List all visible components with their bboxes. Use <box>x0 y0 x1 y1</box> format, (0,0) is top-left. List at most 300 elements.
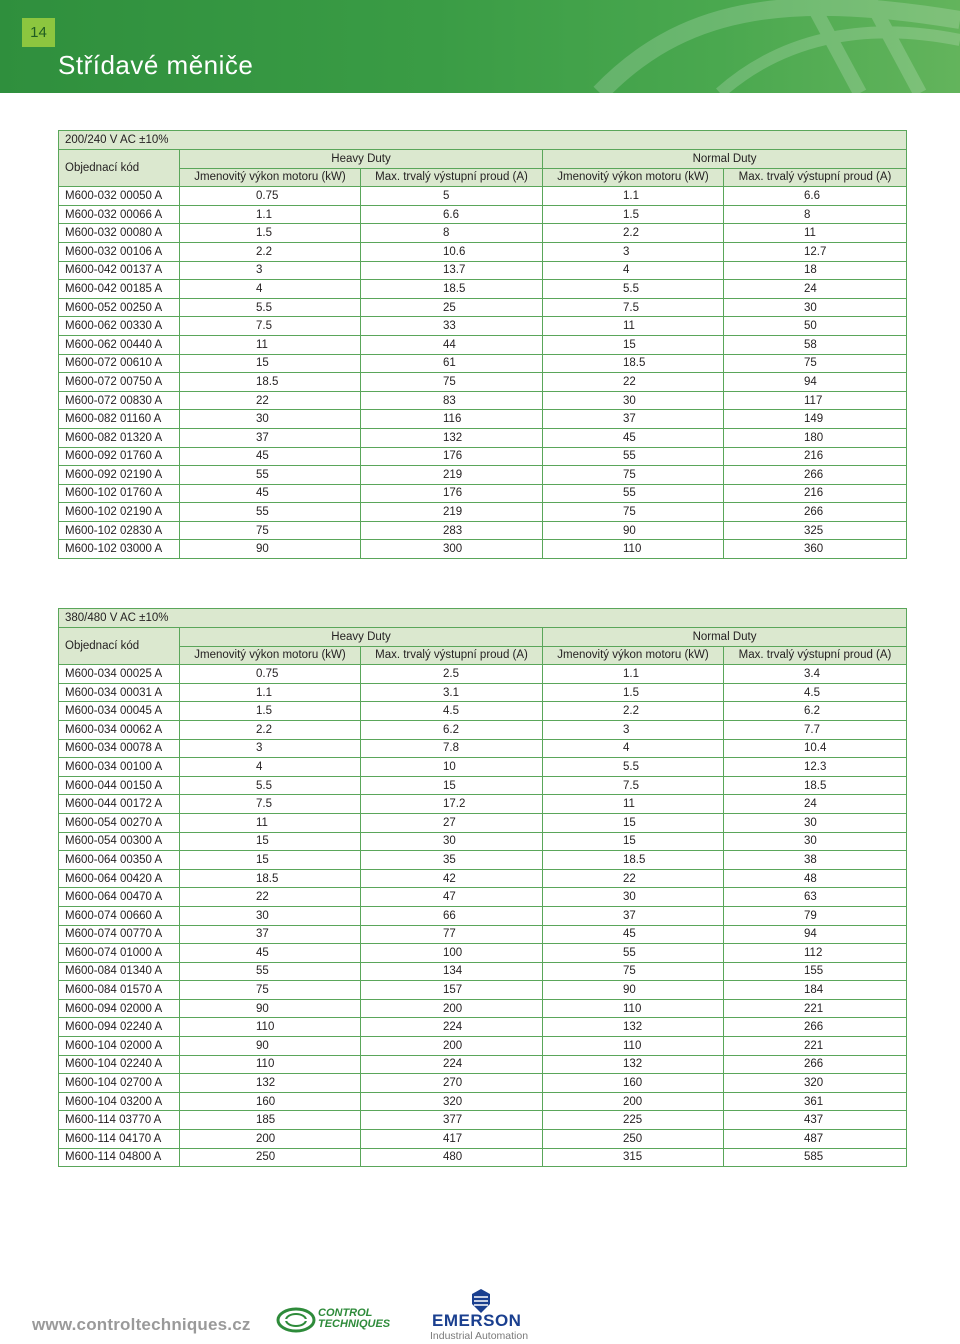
value-cell: 110 <box>180 1018 361 1037</box>
value-cell: 45 <box>180 944 361 963</box>
column-header-order-code: Objednací kód <box>59 628 180 665</box>
value-cell: 30 <box>361 832 543 851</box>
value-cell: 5.5 <box>543 280 724 299</box>
value-cell: 15 <box>543 832 724 851</box>
value-cell: 487 <box>724 1130 907 1149</box>
value-cell: 66 <box>361 906 543 925</box>
value-cell: 1.1 <box>180 683 361 702</box>
column-header-nd-current: Max. trvalý výstupní proud (A) <box>724 646 907 665</box>
table-row <box>59 354 907 373</box>
value-cell: 155 <box>724 962 907 981</box>
value-cell: 2.2 <box>543 224 724 243</box>
value-cell: 47 <box>361 888 543 907</box>
value-cell: 180 <box>724 428 907 447</box>
order-code-cell: M600-064 00350 A <box>59 851 180 870</box>
table-row <box>59 335 907 354</box>
order-code-cell: M600-032 00050 A <box>59 187 180 206</box>
value-cell: 5.5 <box>543 758 724 777</box>
table-row <box>59 428 907 447</box>
value-cell: 225 <box>543 1111 724 1130</box>
value-cell: 12.7 <box>724 242 907 261</box>
value-cell: 18 <box>724 261 907 280</box>
order-code-cell: M600-072 00610 A <box>59 354 180 373</box>
table-row <box>59 851 907 870</box>
value-cell: 15 <box>543 335 724 354</box>
table-row <box>59 466 907 485</box>
table-row <box>59 503 907 522</box>
value-cell: 6.6 <box>724 187 907 206</box>
order-code-cell: M600-034 00062 A <box>59 720 180 739</box>
order-code-cell: M600-032 00066 A <box>59 205 180 224</box>
table-row <box>59 298 907 317</box>
value-cell: 4.5 <box>361 702 543 721</box>
value-cell: 79 <box>724 906 907 925</box>
order-code-cell: M600-052 00250 A <box>59 298 180 317</box>
value-cell: 30 <box>543 391 724 410</box>
order-code-cell: M600-032 00080 A <box>59 224 180 243</box>
value-cell: 90 <box>180 1037 361 1056</box>
value-cell: 266 <box>724 1055 907 1074</box>
value-cell: 283 <box>361 521 543 540</box>
table-row <box>59 447 907 466</box>
value-cell: 7.5 <box>180 795 361 814</box>
value-cell: 55 <box>543 447 724 466</box>
value-cell: 3.1 <box>361 683 543 702</box>
value-cell: 12.3 <box>724 758 907 777</box>
table-row <box>59 683 907 702</box>
value-cell: 6.2 <box>724 702 907 721</box>
table-row <box>59 224 907 243</box>
value-cell: 3 <box>543 720 724 739</box>
value-cell: 61 <box>361 354 543 373</box>
value-cell: 5.5 <box>180 298 361 317</box>
value-cell: 1.1 <box>543 187 724 206</box>
value-cell: 270 <box>361 1074 543 1093</box>
table-row <box>59 795 907 814</box>
value-cell: 200 <box>361 1037 543 1056</box>
value-cell: 15 <box>361 776 543 795</box>
value-cell: 300 <box>361 540 543 559</box>
order-code-cell: M600-104 02700 A <box>59 1074 180 1093</box>
table-row <box>59 540 907 559</box>
value-cell: 117 <box>724 391 907 410</box>
value-cell: 30 <box>180 906 361 925</box>
page-header-banner <box>0 0 960 93</box>
value-cell: 320 <box>361 1092 543 1111</box>
value-cell: 176 <box>361 484 543 503</box>
value-cell: 110 <box>180 1055 361 1074</box>
value-cell: 11 <box>543 795 724 814</box>
order-code-cell: M600-102 03000 A <box>59 540 180 559</box>
value-cell: 1.5 <box>180 702 361 721</box>
value-cell: 266 <box>724 503 907 522</box>
order-code-cell: M600-074 00660 A <box>59 906 180 925</box>
value-cell: 250 <box>180 1148 361 1167</box>
table-body <box>59 187 907 559</box>
value-cell: 132 <box>543 1055 724 1074</box>
order-code-cell: M600-034 00031 A <box>59 683 180 702</box>
ct-line-2: TECHNIQUES <box>318 1318 391 1330</box>
value-cell: 33 <box>361 317 543 336</box>
value-cell: 5.5 <box>180 776 361 795</box>
value-cell: 22 <box>543 869 724 888</box>
page-title: Střídavé měniče <box>58 50 254 80</box>
value-cell: 35 <box>361 851 543 870</box>
value-cell: 37 <box>543 906 724 925</box>
table-row <box>59 962 907 981</box>
table-row <box>59 1148 907 1167</box>
column-group-normal-duty: Normal Duty <box>543 150 907 169</box>
value-cell: 45 <box>543 428 724 447</box>
value-cell: 219 <box>361 466 543 485</box>
order-code-cell: M600-084 01570 A <box>59 981 180 1000</box>
value-cell: 200 <box>180 1130 361 1149</box>
value-cell: 75 <box>180 521 361 540</box>
value-cell: 266 <box>724 466 907 485</box>
value-cell: 17.2 <box>361 795 543 814</box>
order-code-cell: M600-084 01340 A <box>59 962 180 981</box>
value-cell: 15 <box>180 832 361 851</box>
table-row <box>59 739 907 758</box>
value-cell: 112 <box>724 944 907 963</box>
table-row <box>59 665 907 684</box>
value-cell: 4.5 <box>724 683 907 702</box>
value-cell: 15 <box>180 354 361 373</box>
value-cell: 132 <box>180 1074 361 1093</box>
value-cell: 377 <box>361 1111 543 1130</box>
value-cell: 3 <box>543 242 724 261</box>
value-cell: 325 <box>724 521 907 540</box>
value-cell: 45 <box>180 484 361 503</box>
value-cell: 18.5 <box>543 354 724 373</box>
value-cell: 75 <box>361 373 543 392</box>
value-cell: 18.5 <box>180 869 361 888</box>
value-cell: 266 <box>724 1018 907 1037</box>
value-cell: 160 <box>180 1092 361 1111</box>
value-cell: 134 <box>361 962 543 981</box>
value-cell: 13.7 <box>361 261 543 280</box>
value-cell: 132 <box>361 428 543 447</box>
value-cell: 44 <box>361 335 543 354</box>
value-cell: 55 <box>543 944 724 963</box>
order-code-cell: M600-032 00106 A <box>59 242 180 261</box>
value-cell: 63 <box>724 888 907 907</box>
value-cell: 48 <box>724 869 907 888</box>
emerson-subtitle: Industrial Automation <box>430 1330 529 1342</box>
value-cell: 11 <box>180 813 361 832</box>
order-code-cell: M600-074 01000 A <box>59 944 180 963</box>
order-code-cell: M600-054 00300 A <box>59 832 180 851</box>
value-cell: 10.4 <box>724 739 907 758</box>
value-cell: 37 <box>180 925 361 944</box>
value-cell: 24 <box>724 795 907 814</box>
value-cell: 480 <box>361 1148 543 1167</box>
value-cell: 75 <box>724 354 907 373</box>
order-code-cell: M600-064 00420 A <box>59 869 180 888</box>
value-cell: 110 <box>543 540 724 559</box>
value-cell: 2.2 <box>543 702 724 721</box>
order-code-cell: M600-094 02240 A <box>59 1018 180 1037</box>
value-cell: 10.6 <box>361 242 543 261</box>
table-row <box>59 261 907 280</box>
value-cell: 7.8 <box>361 739 543 758</box>
value-cell: 1.5 <box>543 683 724 702</box>
value-cell: 216 <box>724 447 907 466</box>
table-row <box>59 1111 907 1130</box>
spec-table-400v <box>58 608 907 1167</box>
order-code-cell: M600-082 01320 A <box>59 428 180 447</box>
value-cell: 585 <box>724 1148 907 1167</box>
value-cell: 58 <box>724 335 907 354</box>
table-row <box>59 981 907 1000</box>
value-cell: 42 <box>361 869 543 888</box>
order-code-cell: M600-072 00830 A <box>59 391 180 410</box>
order-code-cell: M600-092 01760 A <box>59 447 180 466</box>
value-cell: 4 <box>180 280 361 299</box>
column-header-hd-power: Jmenovitý výkon motoru (kW) <box>180 168 361 187</box>
value-cell: 10 <box>361 758 543 777</box>
value-cell: 417 <box>361 1130 543 1149</box>
table-row <box>59 280 907 299</box>
value-cell: 75 <box>543 503 724 522</box>
table-row <box>59 1037 907 1056</box>
order-code-cell: M600-072 00750 A <box>59 373 180 392</box>
value-cell: 24 <box>724 280 907 299</box>
table-row <box>59 373 907 392</box>
table-row <box>59 944 907 963</box>
value-cell: 7.5 <box>543 776 724 795</box>
value-cell: 7.5 <box>180 317 361 336</box>
column-header-nd-power: Jmenovitý výkon motoru (kW) <box>543 168 724 187</box>
table-row <box>59 720 907 739</box>
value-cell: 224 <box>361 1018 543 1037</box>
value-cell: 83 <box>361 391 543 410</box>
order-code-cell: M600-092 02190 A <box>59 466 180 485</box>
value-cell: 219 <box>361 503 543 522</box>
value-cell: 15 <box>180 851 361 870</box>
table-row <box>59 521 907 540</box>
value-cell: 224 <box>361 1055 543 1074</box>
value-cell: 90 <box>543 521 724 540</box>
value-cell: 1.5 <box>543 205 724 224</box>
column-header-hd-power: Jmenovitý výkon motoru (kW) <box>180 646 361 665</box>
value-cell: 38 <box>724 851 907 870</box>
value-cell: 45 <box>180 447 361 466</box>
order-code-cell: M600-114 03770 A <box>59 1111 180 1130</box>
order-code-cell: M600-074 00770 A <box>59 925 180 944</box>
value-cell: 75 <box>180 981 361 1000</box>
value-cell: 50 <box>724 317 907 336</box>
value-cell: 315 <box>543 1148 724 1167</box>
table-row <box>59 906 907 925</box>
value-cell: 3 <box>180 261 361 280</box>
order-code-cell: M600-114 04800 A <box>59 1148 180 1167</box>
order-code-cell: M600-034 00100 A <box>59 758 180 777</box>
value-cell: 30 <box>724 813 907 832</box>
order-code-cell: M600-034 00025 A <box>59 665 180 684</box>
table-row <box>59 391 907 410</box>
value-cell: 18.5 <box>543 851 724 870</box>
value-cell: 2.2 <box>180 242 361 261</box>
order-code-cell: M600-082 01160 A <box>59 410 180 429</box>
column-group-heavy-duty: Heavy Duty <box>180 150 543 169</box>
value-cell: 90 <box>180 540 361 559</box>
value-cell: 3.4 <box>724 665 907 684</box>
value-cell: 250 <box>543 1130 724 1149</box>
value-cell: 320 <box>724 1074 907 1093</box>
table-row <box>59 242 907 261</box>
value-cell: 45 <box>543 925 724 944</box>
value-cell: 18.5 <box>180 373 361 392</box>
order-code-cell: M600-104 02000 A <box>59 1037 180 1056</box>
table-title: 200/240 V AC ±10% <box>59 131 907 150</box>
value-cell: 110 <box>543 999 724 1018</box>
value-cell: 37 <box>543 410 724 429</box>
value-cell: 216 <box>724 484 907 503</box>
page-number: 14 <box>22 18 55 47</box>
value-cell: 5 <box>361 187 543 206</box>
table-row <box>59 1074 907 1093</box>
table-row <box>59 999 907 1018</box>
table-row <box>59 1055 907 1074</box>
value-cell: 25 <box>361 298 543 317</box>
value-cell: 90 <box>543 981 724 1000</box>
value-cell: 75 <box>543 962 724 981</box>
value-cell: 30 <box>724 298 907 317</box>
table-row <box>59 1092 907 1111</box>
column-group-heavy-duty: Heavy Duty <box>180 628 543 647</box>
ct-line-1: CONTROL <box>318 1307 373 1319</box>
table-row <box>59 1018 907 1037</box>
table-row <box>59 832 907 851</box>
order-code-cell: M600-062 00330 A <box>59 317 180 336</box>
value-cell: 1.1 <box>180 205 361 224</box>
table-row <box>59 484 907 503</box>
column-header-nd-power: Jmenovitý výkon motoru (kW) <box>543 646 724 665</box>
value-cell: 55 <box>543 484 724 503</box>
value-cell: 184 <box>724 981 907 1000</box>
table-row <box>59 702 907 721</box>
value-cell: 4 <box>543 261 724 280</box>
table-body <box>59 665 907 1167</box>
value-cell: 75 <box>543 466 724 485</box>
value-cell: 37 <box>180 428 361 447</box>
value-cell: 0.75 <box>180 665 361 684</box>
table-row <box>59 869 907 888</box>
value-cell: 160 <box>543 1074 724 1093</box>
order-code-cell: M600-034 00045 A <box>59 702 180 721</box>
value-cell: 185 <box>180 1111 361 1130</box>
order-code-cell: M600-062 00440 A <box>59 335 180 354</box>
value-cell: 3 <box>180 739 361 758</box>
value-cell: 55 <box>180 466 361 485</box>
website-link[interactable]: www.controltechniques.cz <box>32 1315 251 1334</box>
value-cell: 55 <box>180 962 361 981</box>
value-cell: 1.1 <box>543 665 724 684</box>
column-header-hd-current: Max. trvalý výstupní proud (A) <box>361 168 543 187</box>
value-cell: 18.5 <box>361 280 543 299</box>
table-row <box>59 776 907 795</box>
spec-table-230v <box>58 130 907 559</box>
order-code-cell: M600-114 04170 A <box>59 1130 180 1149</box>
table-row <box>59 925 907 944</box>
value-cell: 11 <box>180 335 361 354</box>
value-cell: 22 <box>543 373 724 392</box>
value-cell: 11 <box>724 224 907 243</box>
value-cell: 55 <box>180 503 361 522</box>
value-cell: 94 <box>724 925 907 944</box>
order-code-cell: M600-102 01760 A <box>59 484 180 503</box>
value-cell: 4 <box>180 758 361 777</box>
value-cell: 149 <box>724 410 907 429</box>
value-cell: 2.5 <box>361 665 543 684</box>
value-cell: 22 <box>180 888 361 907</box>
order-code-cell: M600-104 03200 A <box>59 1092 180 1111</box>
order-code-cell: M600-102 02830 A <box>59 521 180 540</box>
value-cell: 7.7 <box>724 720 907 739</box>
value-cell: 157 <box>361 981 543 1000</box>
value-cell: 30 <box>543 888 724 907</box>
column-group-normal-duty: Normal Duty <box>543 628 907 647</box>
table-row <box>59 317 907 336</box>
value-cell: 8 <box>724 205 907 224</box>
table-row <box>59 888 907 907</box>
value-cell: 11 <box>543 317 724 336</box>
order-code-cell: M600-044 00172 A <box>59 795 180 814</box>
value-cell: 6.2 <box>361 720 543 739</box>
column-header-order-code: Objednací kód <box>59 150 180 187</box>
order-code-cell: M600-102 02190 A <box>59 503 180 522</box>
order-code-cell: M600-034 00078 A <box>59 739 180 758</box>
column-header-hd-current: Max. trvalý výstupní proud (A) <box>361 646 543 665</box>
order-code-cell: M600-042 00185 A <box>59 280 180 299</box>
value-cell: 90 <box>180 999 361 1018</box>
table-title: 380/480 V AC ±10% <box>59 609 907 628</box>
value-cell: 4 <box>543 739 724 758</box>
table-row <box>59 758 907 777</box>
value-cell: 361 <box>724 1092 907 1111</box>
order-code-cell: M600-064 00470 A <box>59 888 180 907</box>
value-cell: 360 <box>724 540 907 559</box>
value-cell: 22 <box>180 391 361 410</box>
table-row <box>59 410 907 429</box>
emerson-wordmark: EMERSON <box>432 1311 522 1330</box>
value-cell: 6.6 <box>361 205 543 224</box>
value-cell: 2.2 <box>180 720 361 739</box>
value-cell: 30 <box>180 410 361 429</box>
value-cell: 200 <box>543 1092 724 1111</box>
value-cell: 132 <box>543 1018 724 1037</box>
value-cell: 27 <box>361 813 543 832</box>
value-cell: 77 <box>361 925 543 944</box>
order-code-cell: M600-054 00270 A <box>59 813 180 832</box>
value-cell: 94 <box>724 373 907 392</box>
table-row <box>59 205 907 224</box>
value-cell: 15 <box>543 813 724 832</box>
decorative-swirl-graphic <box>480 0 960 93</box>
column-header-nd-current: Max. trvalý výstupní proud (A) <box>724 168 907 187</box>
value-cell: 1.5 <box>180 224 361 243</box>
value-cell: 116 <box>361 410 543 429</box>
order-code-cell: M600-094 02000 A <box>59 999 180 1018</box>
order-code-cell: M600-044 00150 A <box>59 776 180 795</box>
value-cell: 176 <box>361 447 543 466</box>
value-cell: 0.75 <box>180 187 361 206</box>
control-techniques-wordmark <box>318 1308 390 1330</box>
value-cell: 110 <box>543 1037 724 1056</box>
value-cell: 200 <box>361 999 543 1018</box>
value-cell: 8 <box>361 224 543 243</box>
